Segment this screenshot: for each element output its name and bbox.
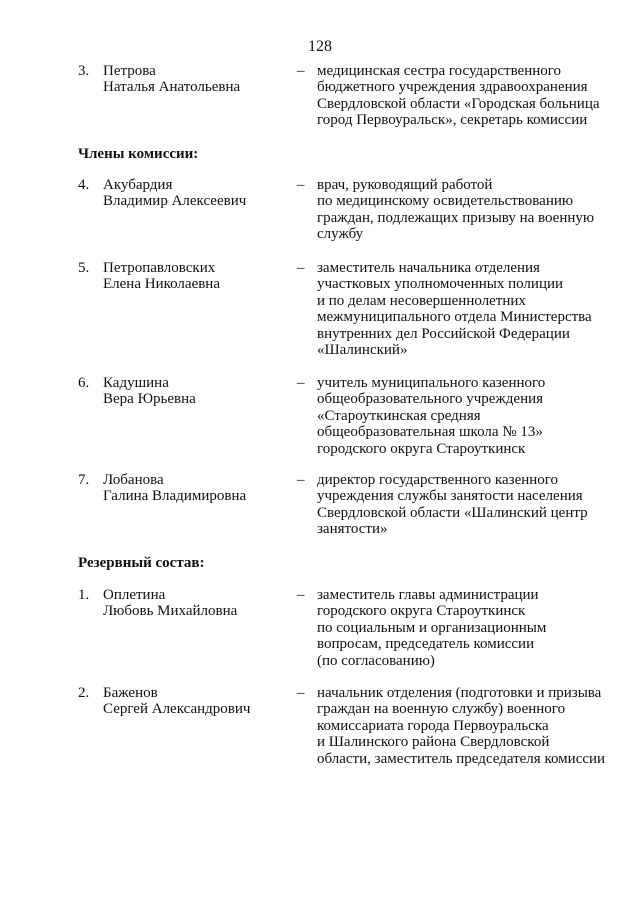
surname: Лобанова bbox=[103, 472, 164, 488]
role-line: городского округа Староуткинск bbox=[317, 603, 526, 620]
given-names: Наталья Анатольевна bbox=[103, 79, 241, 96]
item-number: 1. bbox=[78, 587, 90, 603]
role-line: граждан на военную службу) военного bbox=[317, 701, 566, 718]
role-line: заместитель начальника отделения bbox=[317, 260, 540, 276]
position-description bbox=[317, 375, 617, 457]
given-names: Владимир Алексеевич bbox=[103, 193, 247, 210]
item-number: 3. bbox=[78, 63, 90, 79]
role-line: директор государственного казенного bbox=[317, 472, 559, 488]
position-description bbox=[317, 177, 617, 243]
surname: Петропавловских bbox=[103, 260, 216, 276]
given-names: Елена Николаевна bbox=[103, 276, 220, 293]
dash-separator: – bbox=[297, 472, 305, 488]
role-line: начальник отделения (подготовки и призыва bbox=[317, 685, 602, 701]
role-line: учреждения службы занятости населения bbox=[317, 488, 583, 505]
surname: Петрова bbox=[103, 63, 156, 79]
role-line: городского округа Староуткинск bbox=[317, 440, 526, 457]
role-line: город Первоуральск», секретарь комиссии bbox=[317, 112, 588, 129]
role-line: и по делам несовершеннолетних bbox=[317, 292, 526, 309]
person-name bbox=[103, 260, 283, 293]
person-name bbox=[103, 587, 283, 620]
section-heading-reserve: Резервный состав: bbox=[78, 555, 205, 571]
given-names: Сергей Александрович bbox=[103, 701, 251, 718]
dash-separator: – bbox=[297, 177, 305, 193]
role-line: учитель муниципального казенного bbox=[317, 375, 546, 391]
given-names: Галина Владимировна bbox=[103, 488, 247, 505]
role-line: общеобразовательная школа № 13» bbox=[317, 424, 543, 441]
role-line: Свердловской области «Шалинский центр bbox=[317, 504, 588, 521]
role-line: заместитель главы администрации bbox=[317, 587, 539, 603]
person-name bbox=[103, 472, 283, 505]
position-description bbox=[317, 587, 617, 669]
position-description bbox=[317, 260, 617, 358]
position-description bbox=[317, 63, 617, 129]
role-line: и Шалинского района Свердловской bbox=[317, 734, 550, 751]
role-line: занятости» bbox=[317, 521, 388, 538]
role-line: вопросам, председатель комиссии bbox=[317, 636, 535, 653]
given-names: Вера Юрьевна bbox=[103, 391, 196, 408]
dash-separator: – bbox=[297, 375, 305, 391]
item-number: 4. bbox=[78, 177, 90, 193]
position-description bbox=[317, 685, 617, 767]
person-name bbox=[103, 375, 283, 408]
person-name bbox=[103, 177, 283, 210]
item-number: 5. bbox=[78, 260, 90, 276]
person-name bbox=[103, 685, 283, 718]
dash-separator: – bbox=[297, 63, 305, 79]
surname: Кадушина bbox=[103, 375, 169, 391]
position-description bbox=[317, 472, 617, 538]
surname: Оплетина bbox=[103, 587, 166, 603]
item-number: 2. bbox=[78, 685, 90, 701]
role-line: граждан, подлежащих призыву на военную bbox=[317, 209, 595, 226]
given-names: Любовь Михайловна bbox=[103, 603, 238, 620]
dash-separator: – bbox=[297, 587, 305, 603]
role-line: по социальным и организационным bbox=[317, 619, 547, 636]
role-line: службу bbox=[317, 226, 364, 243]
page-number: 128 bbox=[308, 38, 332, 55]
role-line: межмуниципального отдела Министерства bbox=[317, 309, 592, 326]
item-number: 6. bbox=[78, 375, 90, 391]
role-line: «Шалинский» bbox=[317, 342, 408, 359]
role-line: «Староуткинская средняя bbox=[317, 407, 481, 424]
person-name bbox=[103, 63, 283, 96]
role-line: бюджетного учреждения здравоохранения bbox=[317, 79, 588, 96]
dash-separator: – bbox=[297, 685, 305, 701]
role-line: внутренних дел Российской Федерации bbox=[317, 325, 570, 342]
role-line: Свердловской области «Городская больница bbox=[317, 95, 600, 112]
role-line: области, заместитель председателя комиссии bbox=[317, 750, 606, 767]
item-number: 7. bbox=[78, 472, 90, 488]
dash-separator: – bbox=[297, 260, 305, 276]
section-heading-members: Члены комиссии: bbox=[78, 146, 199, 162]
role-line: врач, руководящий работой bbox=[317, 177, 493, 193]
role-line: (по согласованию) bbox=[317, 652, 435, 669]
surname: Баженов bbox=[103, 685, 158, 701]
surname: Акубардия bbox=[103, 177, 173, 193]
role-line: участковых уполномоченных полиции bbox=[317, 276, 564, 293]
role-line: общеобразовательного учреждения bbox=[317, 391, 544, 408]
role-line: медицинская сестра государственного bbox=[317, 63, 562, 79]
role-line: по медицинскому освидетельствованию bbox=[317, 193, 574, 210]
role-line: комиссариата города Первоуральска bbox=[317, 717, 549, 734]
